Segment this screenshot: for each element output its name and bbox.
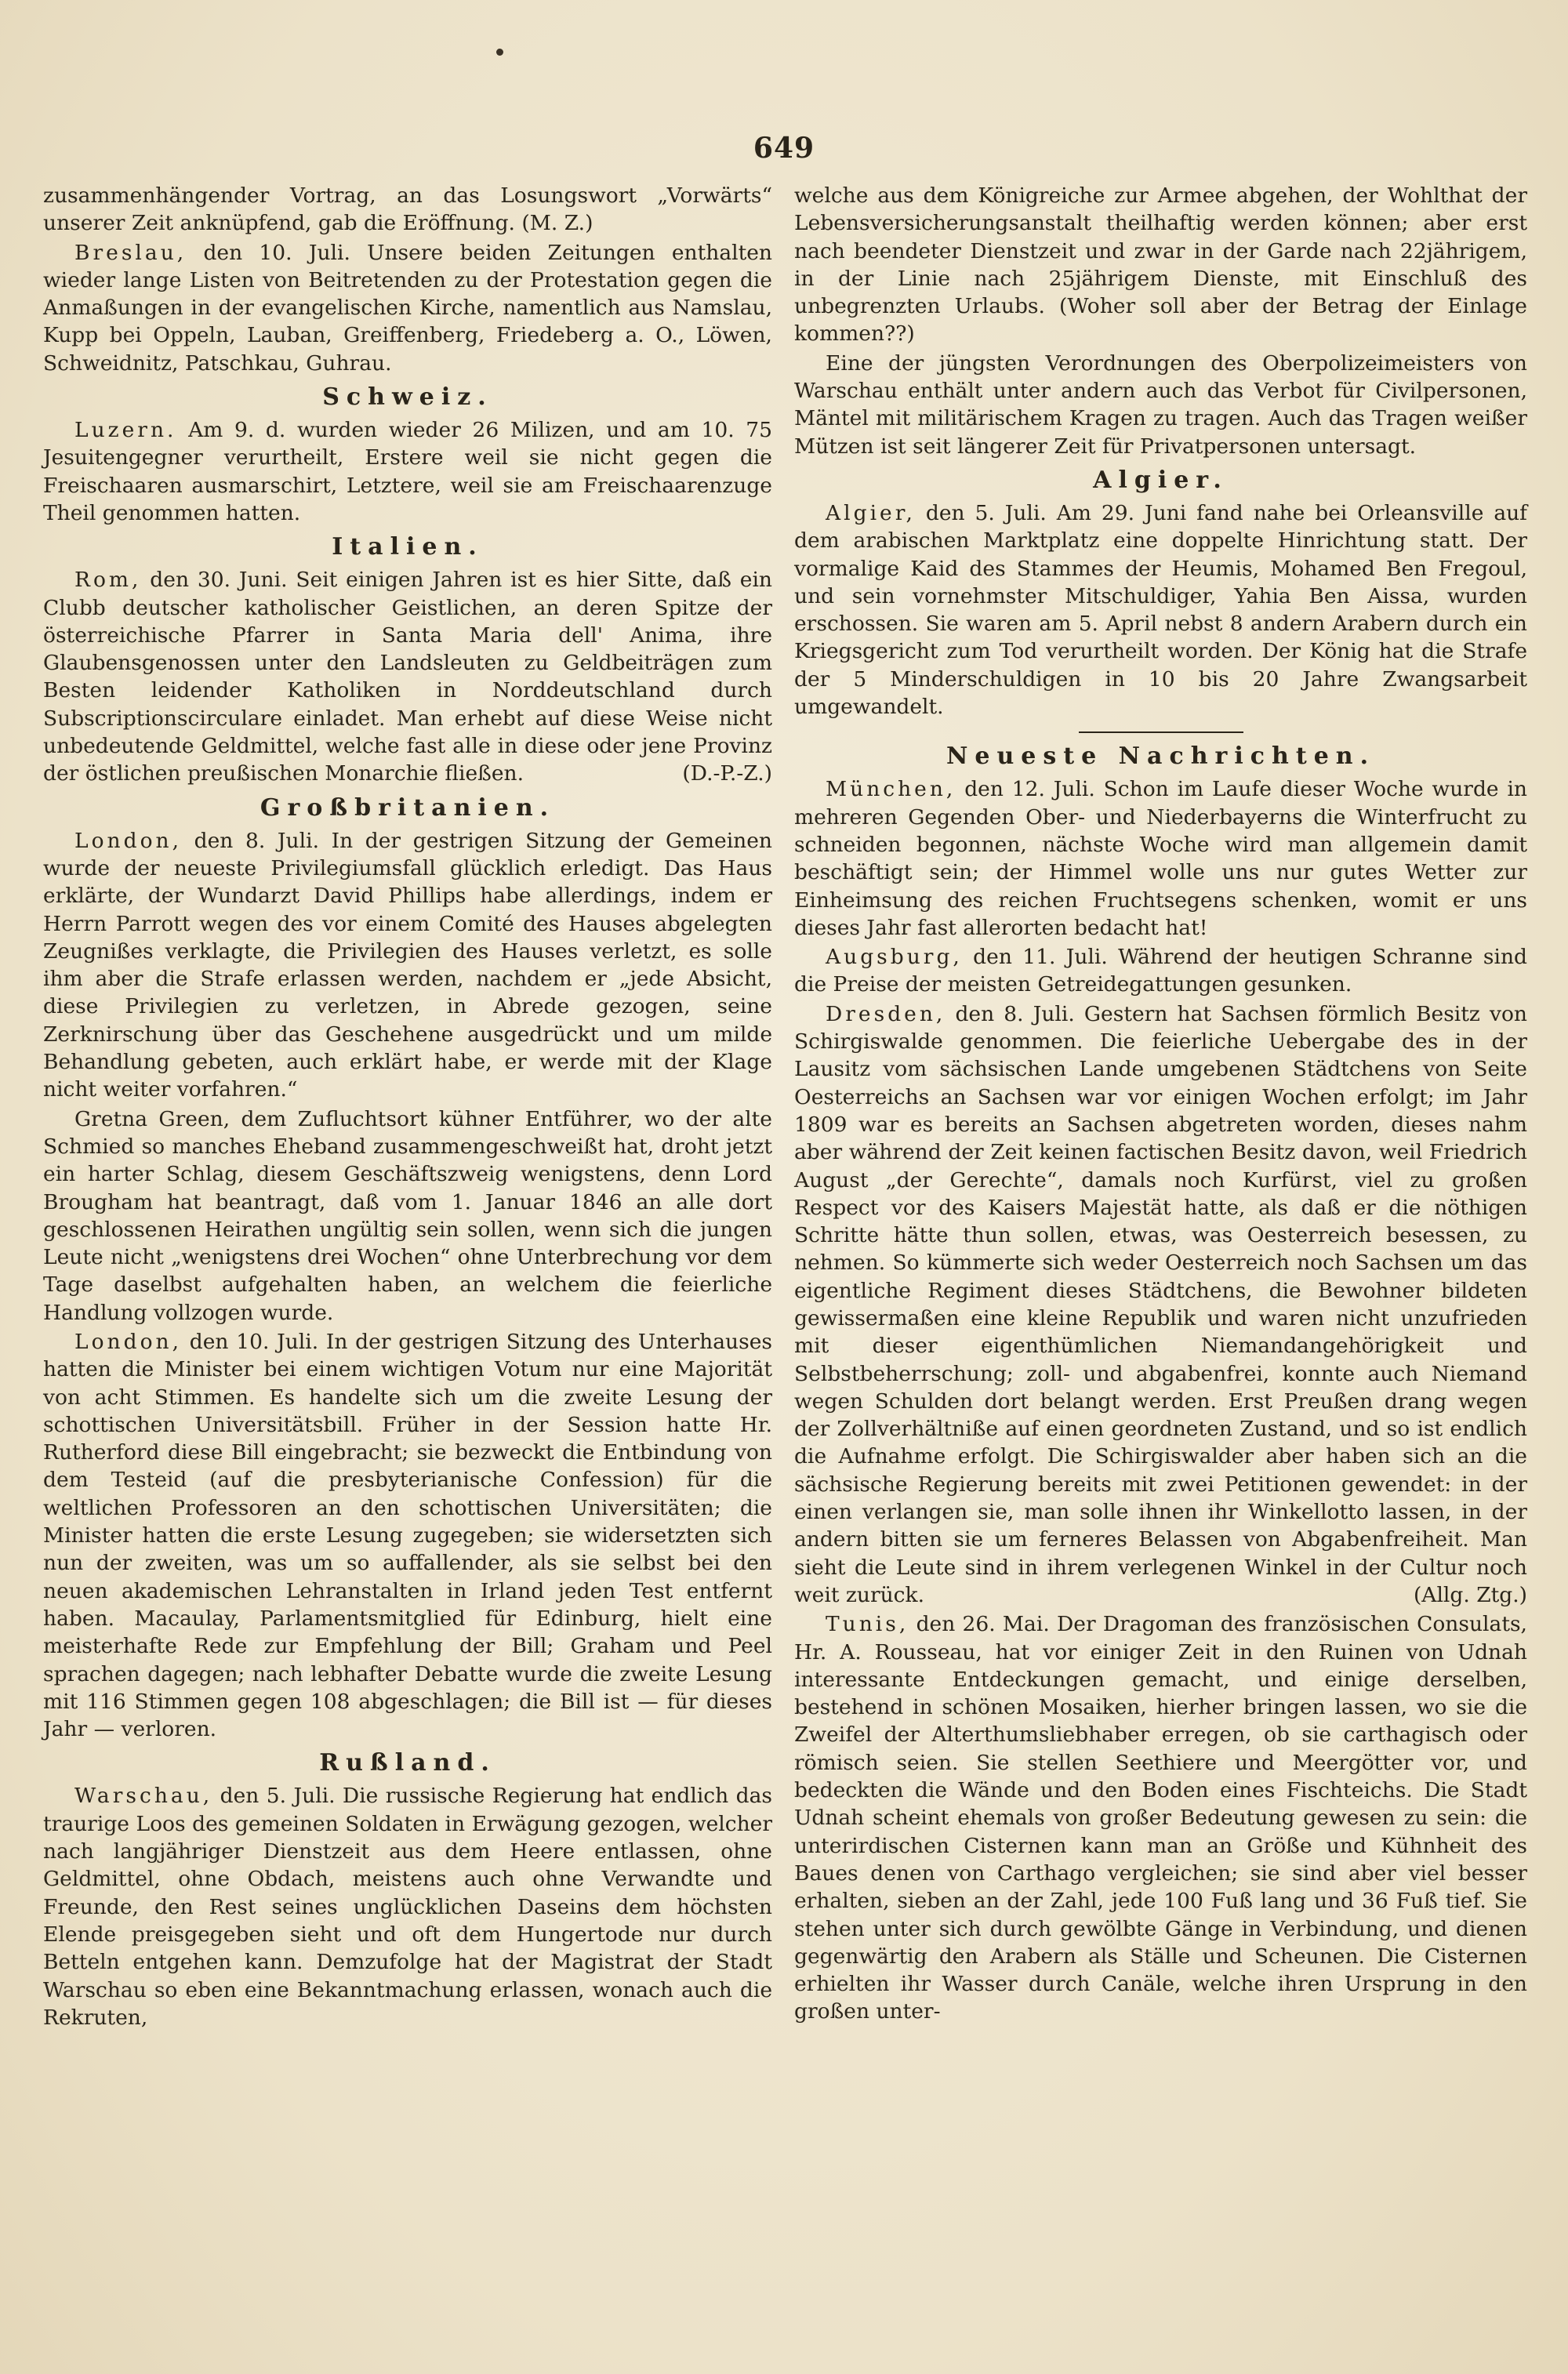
section-heading: Italien. [332, 533, 484, 561]
page-number: 649 [753, 132, 815, 165]
dateline-place: London, [74, 828, 183, 853]
source-credit: (D.-P.-Z.) [682, 761, 772, 786]
source-credit: (Allg. Ztg.) [1413, 1582, 1527, 1607]
paragraph: München, den 12. Juli. Schon im Laufe dieser Woche wurde in mehreren Gegenden Ober- und Niederbayerns die Winterfrucht zu schneiden begonnen, nächste Woche wird man allgemein damit beschäftigt sein; der Himmel wolle uns nur gutes Wetter zur Einheimsung des reichen Fruchtsegens schenken, womit er uns dieses Jahr fast allerorten bedacht hat! [794, 777, 1527, 940]
section-divider [1079, 731, 1243, 733]
section-heading: Großbritanien. [260, 793, 556, 822]
paragraph: London, den 10. Juli. In der gestrigen Sitzung des Unterhauses hatten die Minister bei einem wichtigen Votum nur eine Majorität von acht Stimmen. Es handelte sich um die zweite Lesung der schottischen Universitätsbill. Früher in der Session hatte Hr. Rutherford diese Bill eingebracht; sie bezweckt die Entbindung von dem Testeid (auf die presbyterianische Confession) für die weltlichen Professoren an den schottischen Universitäten; die Minister hatten die erste Lesung zugegeben; sie widersetzten sich nun der zweiten, was um so auffallender, als sie selbst bei den neuen akademischen Lehranstalten in Irland jeden Test entfernt haben. Macaulay, Parlamentsmitglied für Edinburg, hielt eine meisterhafte Rede zur Empfehlung der Bill; Graham und Peel sprachen dagegen; nach lebhafter Debatte wurde die zweite Lesung mit 116 Stimmen gegen 108 abgeschlagen; die Bill ist — für dieses Jahr — verloren. [43, 1329, 772, 1742]
paragraph: Algier, den 5. Juli. Am 29. Juni fand nahe bei Orleansville auf dem arabischen Marktplatz eine doppelte Hinrichtung statt. Der vormalige Kaid des Stammes der Heumis, Mohamed Ben Fregoul, und sein vornehmster Mitschuldiger, Yahia Ben Aissa, wurden erschossen. Sie waren am 5. April nebst 8 andern Arabern durch ein Kriegsgericht zum Tod verurtheilt worden. Der König hat die Strafe der 5 Minderschuldigen in 10 bis 20 Jahre Zwangsarbeit umgewandelt. [794, 500, 1527, 720]
dateline-place: Warschau, [74, 1784, 213, 1809]
paragraph: Gretna Green, dem Zufluchtsort kühner Entführer, wo der alte Schmied so manches Eheband zusammengeschweißt hat, droht jetzt ein harter Schlag, diesem Geschäftszweig wenigstens, denn Lord Brougham hat beantragt, daß vom 1. Januar 1846 an alle dort geschlossenen Heirathen ungültig sein sollen, wenn sich die jungen Leute nicht „wenigstens drei Wochen“ ohne Unterbrechung vor dem Tage daselbst aufgehalten haben, an welchem die feierliche Handlung vollzogen wurde. [43, 1106, 772, 1325]
paragraph: Breslau, den 10. Juli. Unsere beiden Zeitungen enthalten wieder lange Listen von Beitretenden zu der Protestation gegen die Anmaßungen in der evangelischen Kirche, namentlich aus Namslau, Kupp bei Oppeln, Lauban, Greiffenberg, Friedeberg a. O., Löwen, Schweidnitz, Patschkau, Guhrau. [43, 240, 772, 376]
dateline-place: Breslau, [74, 240, 187, 265]
dateline-place: Luzern. [74, 418, 177, 443]
paragraph: London, den 8. Juli. In der gestrigen Sitzung der Gemeinen wurde der neueste Privilegiumsfall glücklich erledigt. Das Haus erklärte, der Wundarzt David Phillips habe allerdings, indem er Herrn Parrott wegen des vor einem Comité des Hauses abgelegten Zeugnißes verklagte, die Privilegien des Hauses verletzt, es solle ihm aber die Strafe erlassen werden, nachdem er „jede Absicht, diese Privilegien zu verletzen, in Abrede gezogen, seine Zerknirschung über das Geschehene ausgedrückt und um milde Behandlung gebeten, auch erklärt habe, er werde mit der Klage nicht weiter vorfahren.“ [43, 828, 772, 1102]
paragraph: Augsburg, den 11. Juli. Während der heutigen Schranne sind die Preise der meisten Getreidegattungen gesunken. [794, 945, 1527, 997]
right-column [794, 182, 1527, 2027]
section-heading: Schweiz. [322, 383, 493, 412]
section-heading: Neueste Nachrichten. [946, 742, 1376, 771]
section-heading: Rußland. [319, 1749, 496, 1777]
paragraph: Luzern. Am 9. d. wurden wieder 26 Milizen, und am 10. 75 Jesuitengegner verurtheilt, Erstere weil sie nicht gegen die Freischaaren ausmarschirt, Letztere, weil sie am Freischaarenzuge Theil genommen hatten. [43, 418, 772, 525]
dateline-place: Augsburg, [826, 945, 963, 970]
paragraph: Warschau, den 5. Juli. Die russische Regierung hat endlich das traurige Loos des gemeinen Soldaten in Erwägung gezogen, welcher nach langjähriger Dienstzeit aus dem Heere entlassen, ohne Geldmittel, ohne Obdach, meistens auch ohne Verwandte und Freunde, den Rest seines unglücklichen Daseins dem höchsten Elende preisgegeben sieht und oft dem Hungertode nur durch Betteln entgehen kann. Demzufolge hat der Magistrat der Stadt Warschau so eben eine Bekanntmachung erlassen, wonach auch die Rekruten, [43, 1784, 772, 2030]
section-heading: Algier. [1093, 466, 1229, 494]
paragraph: Eine der jüngsten Verordnungen des Oberpolizeimeisters von Warschau enthält unter andern auch das Verbot für Civilpersonen, Mäntel mit militärischem Kragen zu tragen. Auch das Tragen weißer Mützen ist seit längerer Zeit für Privatpersonen untersagt. [794, 350, 1527, 459]
dateline-place: Algier, [826, 500, 916, 525]
paragraph: Dresden, den 8. Juli. Gestern hat Sachsen förmlich Besitz von Schirgiswalde genommen. Die feierliche Uebergabe des in der Lausitz vom sächsischen Lande umgebenen Städtchens von Seite Oesterreichs an Sachsen war vor einigen Wochen erfolgt; im Jahr 1809 war es bereits an Sachsen abgetreten worden, dieses nahm aber während der Zeit keinen factischen Besitz davon, weil Friedrich August „der Gerechte“, damals noch Kurfürst, viel zu großen Respect vor des Kaisers Majestät hatte, als daß er die nöthigen Schritte hätte thun sollen, etwas, was Oesterreich besessen, zu nehmen. So kümmerte sich weder Oesterreich noch Sachsen um das eigentliche Regiment dieses Städtchens, die Bewohner bildeten gewissermaßen eine kleine Republik und waren nicht unzufrieden mit dieser eigenthümlichen Niemandangehörigkeit und Selbstbeherrschung; zoll- und abgabenfrei, konnte auch Niemand wegen Schulden dort belangt werden. Erst Preußen drang wegen der Zollverhältniße auf einen geordneten Zustand, und so ist endlich die Aufnahme erfolgt. Die Schirgiswalder aber haben sich an die sächsische Regierung bereits mit zwei Petitionen gewendet: in der einen verlangen sie, man solle ihnen ihr Winkellotto lassen, in der andern bitten sie um ferneres Belassen von Abgabenfreiheit. Man sieht die Leute sind in ihrem verlegenen Winkel in der Cultur noch weit zurück. (Allg. Ztg.) [794, 1000, 1527, 1610]
dateline-place: München, [826, 777, 956, 802]
dateline-place: Tunis, [826, 1612, 909, 1637]
dateline-place: Dresden, [826, 1001, 946, 1026]
ink-dot [496, 49, 503, 56]
paragraph: zusammenhängender Vortrag, an das Losungswort „Vorwärts“ unserer Zeit anknüpfend, gab die Eröffnung. (M. Z.) [43, 183, 772, 236]
dateline-place: Rom, [74, 568, 142, 593]
paragraph: welche aus dem Königreiche zur Armee abgehen, der Wohlthat der Lebensversicherungsanstalt theilhaftig werden können; aber erst nach beendeter Dienstzeit und zwar in der Garde nach 22jährigem, in der Linie nach 25jährigem Dienste, mit Einschluß des unbegrenzten Urlaubs. (Woher soll aber der Betrag der Einlage kommen??) [794, 183, 1527, 347]
left-column [43, 182, 772, 2033]
paragraph: Tunis, den 26. Mai. Der Dragoman des französischen Consulats, Hr. A. Rousseau, hat vor einiger Zeit in den Ruinen von Udnah interessante Entdeckungen gemacht, und einige derselben, bestehend in schönen Mosaiken, hierher bringen lassen, wo sie die Zweifel der Alterthumsliebhaber erregen, ob sie carthagisch oder römisch seien. Sie stellen Seethiere und Meergötter vor, und bedeckten die Wände und den Boden eines Fischteichs. Die Stadt Udnah scheint ehemals von großer Bedeutung gewesen zu sein: die unterirdischen Cisternen kann man an Größe und Kühnheit des Baues denen von Carthago vergleichen; sie sind aber viel besser erhalten, sieben an der Zahl, jede 100 Fuß lang und 36 Fuß tief. Sie stehen unter sich durch gewölbte Gänge in Verbindung, und dienen gegenwärtig den Arabern als Ställe und Scheunen. Die Cisternen erhielten ihr Wasser durch Canäle, welche ihren Ursprung in den großen unter- [794, 1612, 1527, 2024]
paragraph: Rom, den 30. Juni. Seit einigen Jahren ist es hier Sitte, daß ein Clubb deutscher katholischer Geistlichen, an deren Spitze der österreichische Pfarrer in Santa Maria dell' Anima, ihre Glaubensgenossen unter den Landsleuten zu Geldbeiträgen zum Besten leidender Katholiken in Norddeutschland durch Subscriptionscirculare einladet. Man erhebt auf diese Weise nicht unbedeutende Geldmittel, welche fast alle in diese oder jene Provinz der östlichen preußischen Monarchie fließen. (D.-P.-Z.) [43, 566, 772, 787]
dateline-place: London, [74, 1329, 183, 1354]
